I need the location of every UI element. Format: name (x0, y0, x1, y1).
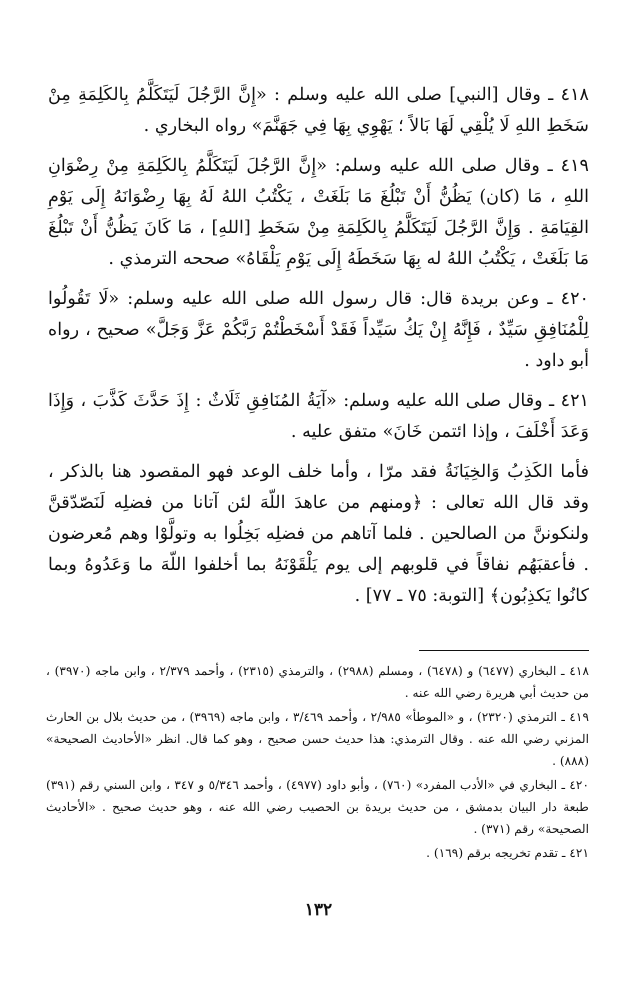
footnote-separator (419, 650, 589, 651)
hadith-420: ٤٢٠ ـ وعن بريدة قال: قال رسول الله صلى الله عليه وسلم: «لَا تَقُولُوا لِلْمُنَافِقِ سَيِّدٌ ، فَإِنَّهُ إِنْ يَكُ سَيِّداً فَقَدْ أَسْخَطْتُمْ رَبَّكُمْ عَزَّ وَجَلَّ» صحيح ، رواه أبو داود . (48, 289, 589, 371)
footnote-420: ٤٢٠ ـ البخاري في «الأدب المفرد» (٧٦٠) ، وأبو داود (٤٩٧٧) ، وأحمد ٥/٣٤٦ و ٣٤٧ ، وابن السني رقم (٣٩١) طبعة دار البيان بدمشق ، من حديث بريدة بن الحصيب رضي الله عنه ، وهو حديث صحيح . «الأحاديث الصحيحة» رقم (٣٧١) . (46, 778, 590, 836)
footnotes (46, 660, 589, 866)
footnote-421: ٤٢١ ـ تقدم تخريجه برقم (١٦٩) . (426, 846, 589, 860)
commentary-paragraph: فأما الكَذِبُ وَالخِيَانَةُ فقد مرّا ، وأما خلف الوعد فهو المقصود هنا بالذكر ، وقد قال الله تعالى : ﴿ومنهم من عاهدَ اللّهَ لئن آتانا من فضلِه لَنَصّدّقنَّ ولنكوننَّ من الصالحين . فلما آتاهم من فضلِه بَخِلُوا به وتولَّوْا وهم مُعرضون . فأعقبَهُم نفاقاً في قلوبهم إلى يوم يَلْقَوْنَهُ بما أخلفوا اللّهَ ما وَعَدُوهُ وبما كانُوا يَكذِبُون﴾ [التوبة: ٧٥ ـ ٧٧] . (48, 462, 589, 606)
page-number: ١٣٢ (304, 900, 333, 920)
footnote-418: ٤١٨ ـ البخاري (٦٤٧٧) و (٦٤٧٨) ، ومسلم (٢٩٨٨) ، والترمذي (٢٣١٥) ، وأحمد ٢/٣٧٩ ، وابن ماجه (٣٩٧٠) ، من حديث أبي هريرة رضي الله عنه . (46, 664, 589, 700)
hadith-418: ٤١٨ ـ وقال [النبي] صلى الله عليه وسلم : «إِنَّ الرَّجُلَ لَيَتَكَلَّمُ بِالكَلِمَةِ مِنْ سَخَطِ اللهِ لَا يُلْقِي لَهَا بَالاً ؛ يَهْوِي بِهَا فِي جَهَنَّمَ» رواه البخاري . (48, 85, 589, 136)
hadith-421: ٤٢١ ـ وقال صلى الله عليه وسلم: «آيَةُ المُنَافِقِ ثَلَاثٌ : إِذَ حَدَّثَ كَذَّبَ ، وَإِذَا وَعَدَ أَخْلَفَ ، وإذا ائتمن خَانَ» متفق عليه . (48, 391, 589, 442)
hadith-419: ٤١٩ ـ وقال صلى الله عليه وسلم: «إِنَّ الرَّجُلَ لَيَتَكَلَّمُ بِالكَلِمَةِ مِنْ رِضْوَانِ اللهِ ، مَا (كان) يَظُنُّ أَنْ تَبْلُغَ مَا بَلَغَتْ ، يَكْتُبُ اللهُ لَهُ بِهَا رِضْوَانَهُ إِلَى يَوْمِ القِيَامَةِ . وَإِنَّ الرَّجُلَ لَيَتَكَلَّمُ بِالكَلِمَةِ مِنْ سَخَطِ [اللهِ] ، مَا كَانَ يَظُنُّ أَنْ تَبْلُغَ مَا بَلَغَتْ ، يَكْتُبُ اللهُ له بِهَا سَخَطَهُ إِلَى يَوْمِ يَلْقَاهُ» صححه الترمذي . (48, 156, 589, 269)
main-text (48, 80, 589, 621)
footnote-419: ٤١٩ ـ الترمذي (٢٣٢٠) ، و «الموطأ» ٢/٩٨٥ ، وأحمد ٣/٤٦٩ ، وابن ماجه (٣٩٦٩) ، من حديث بلال بن الحارث المزني رضي الله عنه . وقال الترمذي: هذا حديث حسن صحيح ، وهو كما قال. انظر «الأحاديث الصحيحة» (٨٨٨) . (46, 710, 590, 768)
